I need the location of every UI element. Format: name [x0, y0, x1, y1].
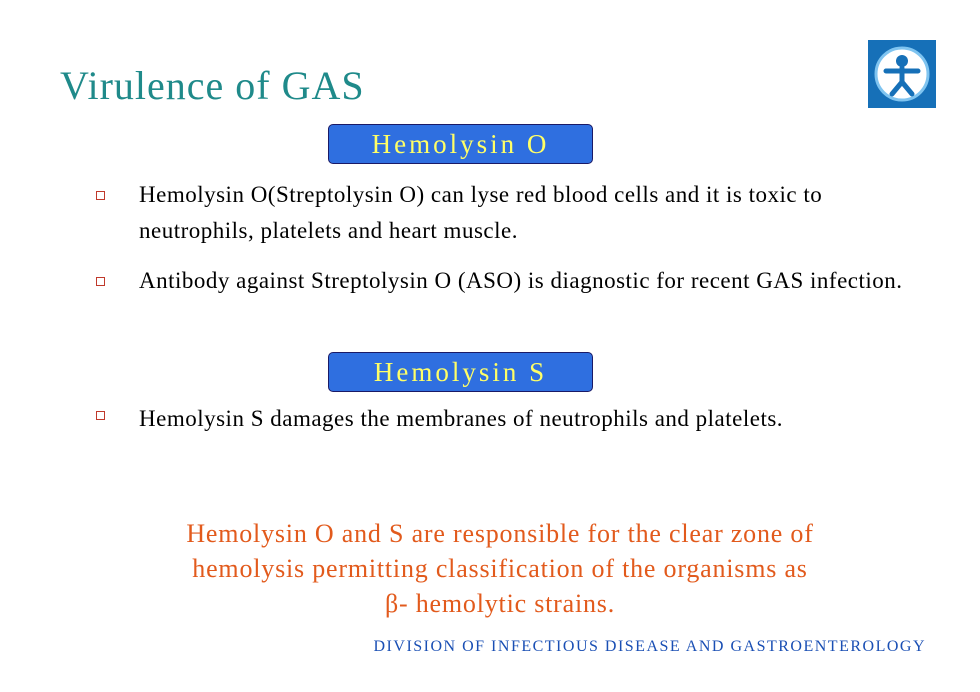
- bullet-text: Antibody against Streptolysin O (ASO) is diagnostic for recent GAS infection.: [139, 268, 903, 293]
- bullet-item: [96, 263, 926, 343]
- section-heading-hemolysin-o: Hemolysin O: [328, 124, 593, 164]
- summary-note: [60, 516, 940, 621]
- section-heading-hemolysin-s: Hemolysin S: [328, 352, 593, 392]
- bullet-item: [96, 177, 926, 257]
- square-bullet-icon: [96, 277, 105, 286]
- summary-note-line: Hemolysin O and S are responsible for the clear zone of: [186, 519, 814, 548]
- footer-division-name: DIVISION OF INFECTIOUS DISEASE AND GASTROENTEROLOGY: [373, 638, 926, 655]
- bullet-text: Hemolysin O(Streptolysin O) can lyse red blood cells and it is toxic to neutrophils, platelets and heart muscle.: [139, 182, 823, 243]
- bullet-item: [96, 397, 926, 487]
- bullet-text: Hemolysin S damages the membranes of neutrophils and platelets.: [139, 406, 784, 431]
- square-bullet-icon: [96, 411, 105, 420]
- square-bullet-icon: [96, 191, 105, 200]
- summary-note-line: hemolysis permitting classification of the organisms as: [192, 554, 808, 583]
- child-figure-logo-icon: [868, 40, 936, 108]
- summary-note-line: β- hemolytic strains.: [384, 589, 616, 618]
- slide-title: Virulence of GAS: [60, 63, 365, 108]
